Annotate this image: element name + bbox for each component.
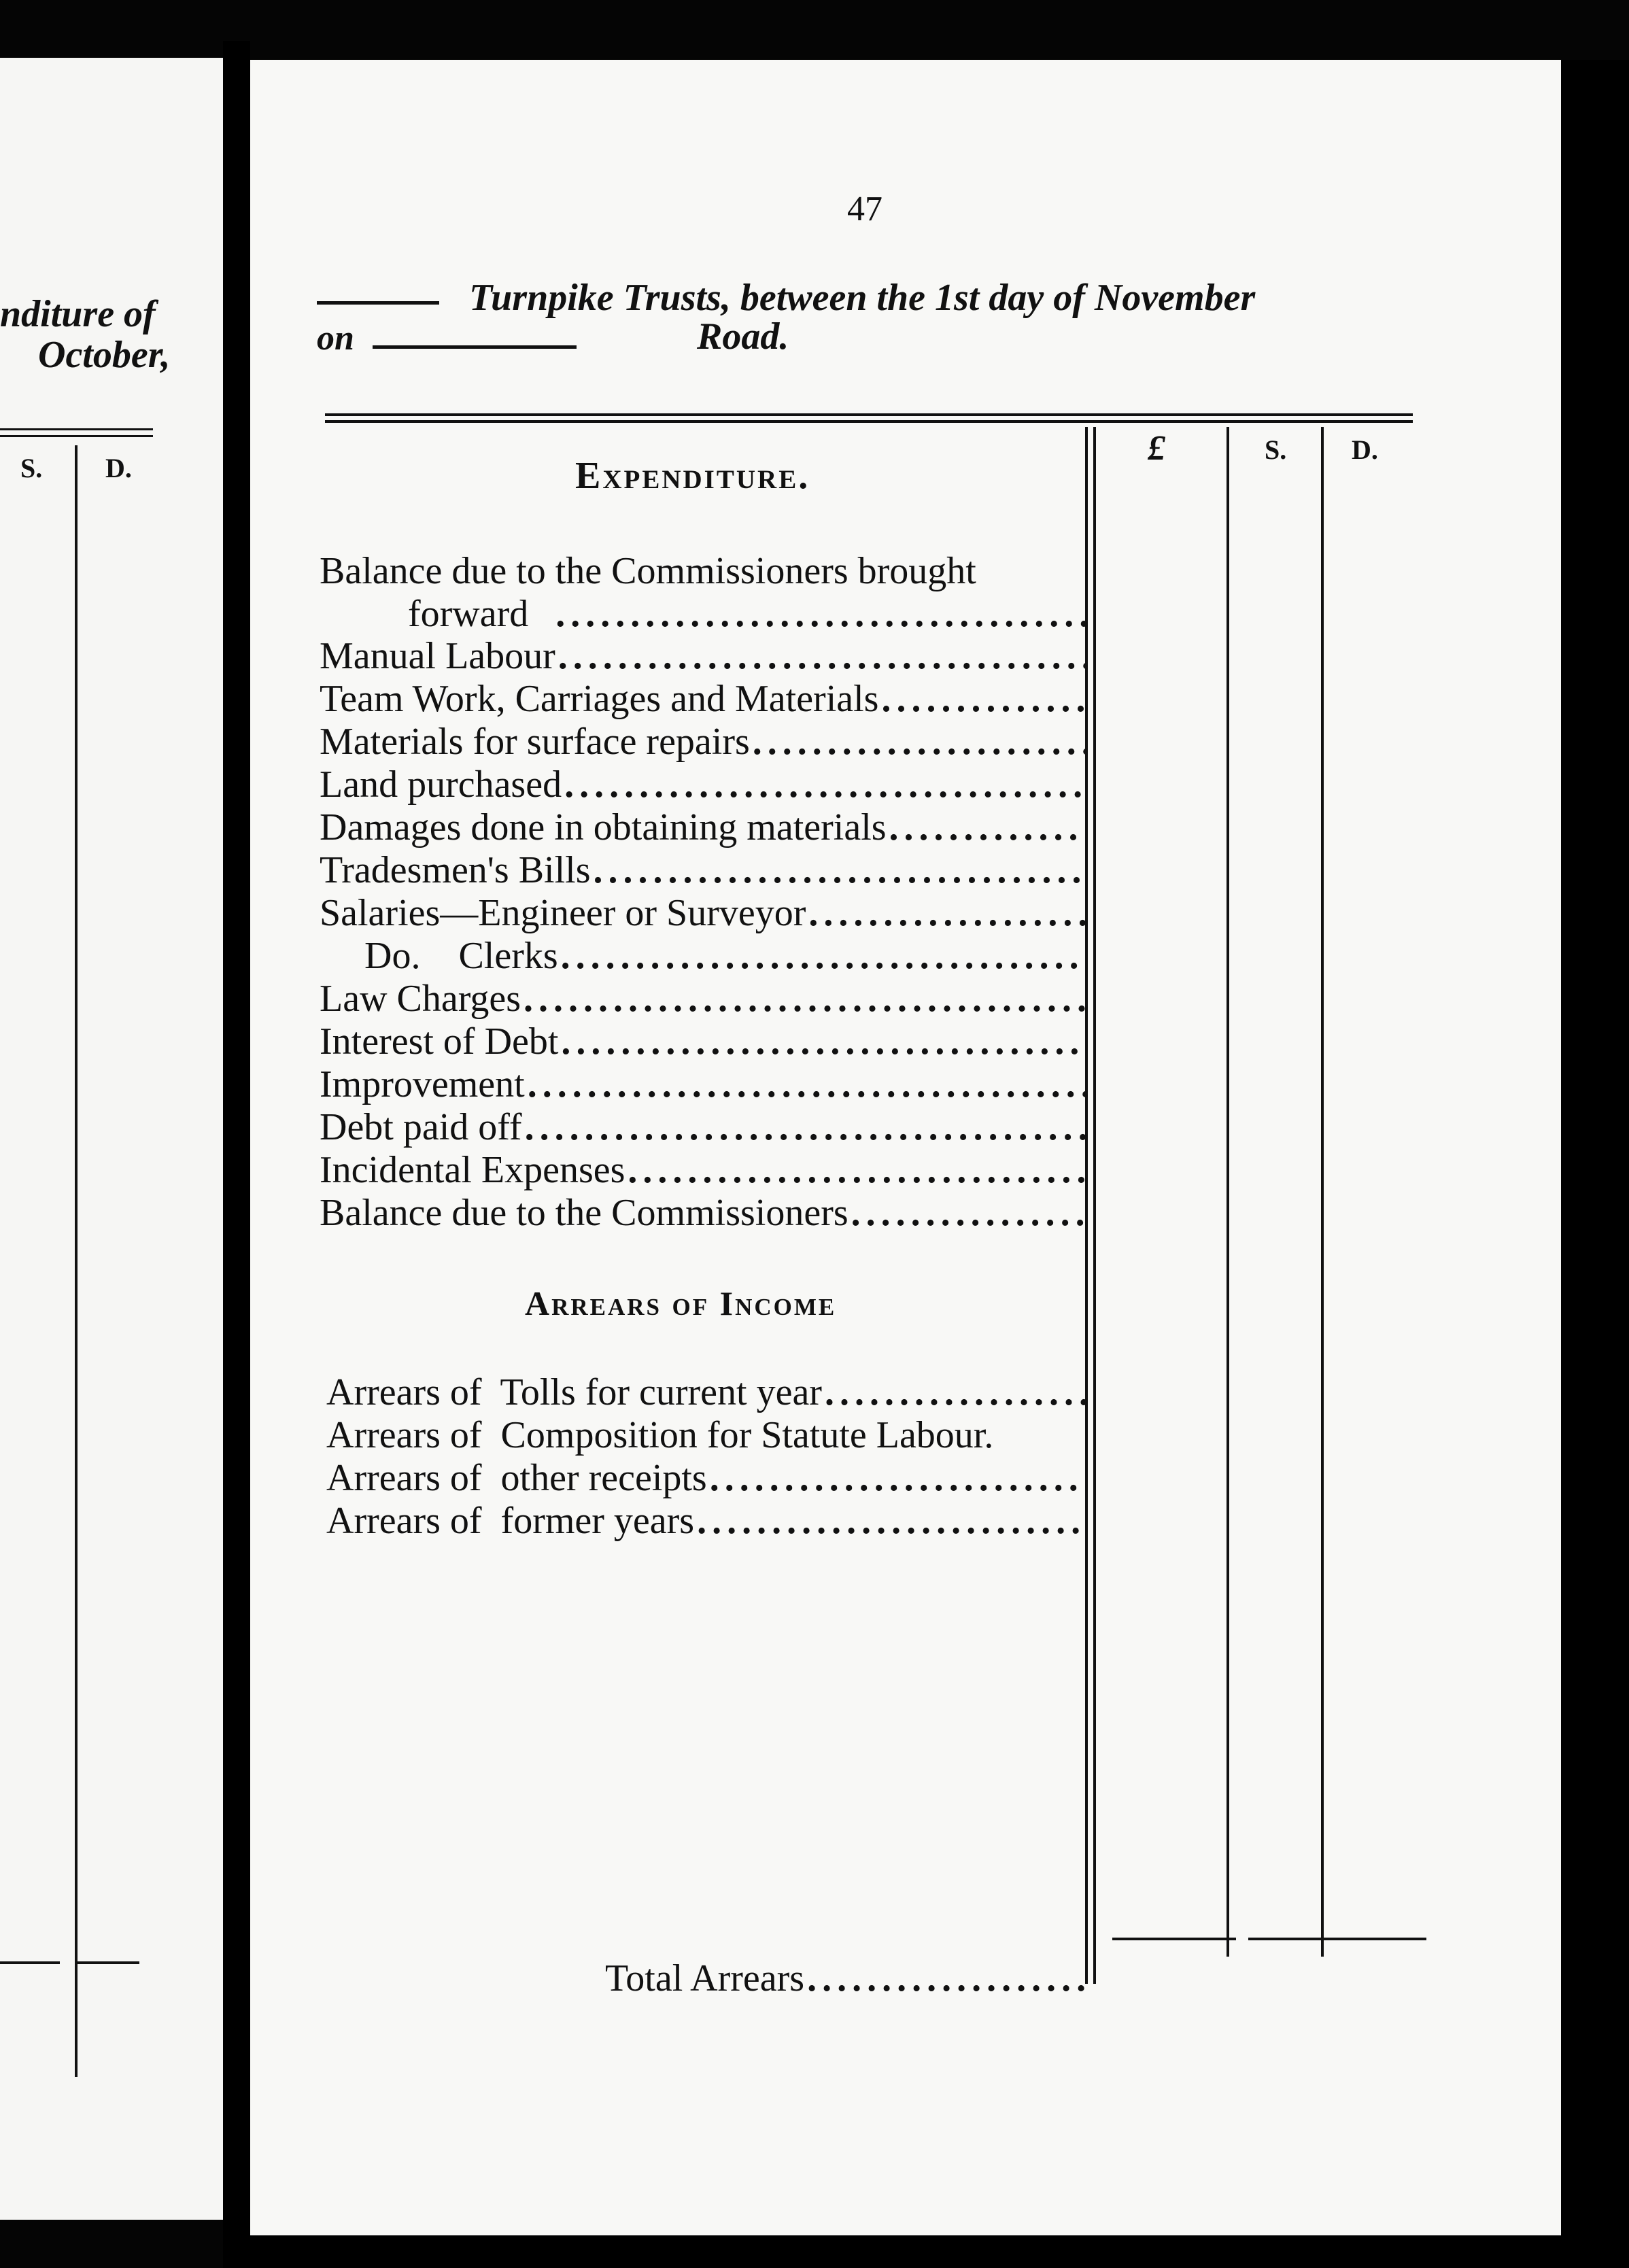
col-pounds: £: [1148, 429, 1165, 468]
left-heading-line2: October,: [38, 334, 171, 376]
leader-dots: [558, 634, 1088, 678]
leader-dots: [825, 1371, 1088, 1414]
expenditure-label: Law Charges: [320, 978, 521, 1020]
heading-road: Road.: [697, 315, 789, 358]
leader-dots: [808, 891, 1088, 935]
col-pence: D.: [1352, 434, 1378, 465]
left-heading-line1: nditure of: [0, 293, 156, 335]
page-number: 47: [847, 190, 882, 228]
arrears-row: [326, 1456, 1088, 1500]
expenditure-row: [364, 934, 1088, 978]
arrears-row: [326, 1413, 1088, 1457]
expenditure-row: [320, 891, 1088, 935]
pounds-shillings-divider: [1227, 427, 1229, 1957]
expenditure-label: Manual Labour: [320, 635, 555, 677]
leader-dots: [561, 934, 1088, 978]
total-rule-pounds: [1112, 1938, 1236, 1940]
expenditure-row: [320, 720, 1088, 763]
leader-dots: [807, 1957, 1088, 2000]
leader-dots: [524, 977, 1088, 1020]
expenditure-row: [320, 1020, 1088, 1063]
expenditure-label: Incidental Expenses: [320, 1149, 625, 1191]
leader-dots: [564, 763, 1088, 806]
heading-line1: Turnpike Trusts, between the 1st day of November: [469, 277, 1256, 319]
shillings-pence-divider: [1321, 427, 1324, 1957]
page-right-edge: [1561, 60, 1629, 2268]
table-top-rule: [325, 413, 1413, 416]
expenditure-row: [320, 1105, 1088, 1149]
expenditure-row: [320, 1063, 1088, 1106]
heading-road-blank-rule: [373, 345, 577, 349]
leader-dots: [697, 1499, 1088, 1543]
arrears-label: Arrears of Composition for Statute Labour.: [326, 1414, 994, 1456]
left-col-s: S.: [20, 453, 43, 483]
expenditure-label: Tradesmen's Bills: [320, 849, 591, 891]
leader-dots: [525, 1105, 1088, 1149]
heading-blank-rule: [317, 301, 439, 305]
expenditure-row: [320, 1191, 1088, 1235]
expenditure-row: [320, 763, 1088, 806]
expenditure-label: Land purchased: [320, 763, 562, 806]
page-bottom-edge: [250, 2235, 1561, 2268]
arrears-label: Arrears of former years: [326, 1500, 695, 1542]
expenditure-label: Balance due to the Commissioners: [320, 1192, 848, 1234]
ledger-page: [250, 60, 1561, 2235]
expenditure-row: [320, 848, 1088, 892]
leader-dots: [710, 1456, 1088, 1500]
expenditure-title: Expenditure.: [575, 455, 810, 497]
arrears-row: [326, 1371, 1088, 1414]
expenditure-label: Team Work, Carriages and Materials: [320, 678, 879, 720]
expenditure-label: Do. Clerks: [364, 935, 558, 977]
label-column-divider-b: [1093, 427, 1096, 1984]
left-total-rule-a: [0, 1961, 60, 1964]
leader-dots: [594, 848, 1088, 892]
left-column-divider: [75, 445, 78, 2077]
left-total-rule-b: [75, 1961, 139, 1964]
expenditure-label: Balance due to the Commissioners brought: [320, 550, 976, 592]
expenditure-row: [320, 549, 1088, 593]
leader-dots: [889, 806, 1088, 849]
arrears-label: Arrears of Tolls for current year: [326, 1371, 822, 1413]
total-rule-shillings-pence: [1248, 1938, 1426, 1940]
leader-dots: [528, 1063, 1088, 1106]
heading-on: on: [317, 319, 354, 358]
binding-spine: [223, 41, 250, 2268]
expenditure-label: Interest of Debt: [320, 1020, 559, 1063]
expenditure-label: forward: [408, 593, 529, 635]
left-col-d: D.: [105, 453, 132, 483]
expenditure-row: [320, 977, 1088, 1020]
table-top-rule-2: [325, 420, 1413, 423]
leader-dots: [881, 677, 1088, 721]
arrears-row: [326, 1499, 1088, 1543]
expenditure-row: [320, 677, 1088, 721]
total-row: [605, 1957, 1088, 2000]
left-header-rule: [0, 428, 153, 430]
expenditure-label: Materials for surface repairs: [320, 721, 750, 763]
expenditure-row: [408, 592, 1088, 636]
expenditure-label: Debt paid off: [320, 1106, 522, 1148]
expenditure-row: [320, 634, 1088, 678]
total-label: Total Arrears: [605, 1957, 805, 1999]
expenditure-row: [320, 1148, 1088, 1192]
previous-page-fragment: [0, 58, 223, 2220]
leader-dots: [851, 1191, 1088, 1235]
left-header-rule-2: [0, 435, 153, 437]
leader-dots: [753, 720, 1088, 763]
expenditure-label: Damages done in obtaining materials: [320, 806, 887, 848]
leader-dots: [628, 1148, 1088, 1192]
col-shillings: S.: [1265, 434, 1287, 465]
leader-dots: [561, 1020, 1088, 1063]
expenditure-label: Improvement: [320, 1063, 525, 1105]
leader-dots: [555, 592, 1088, 636]
arrears-label: Arrears of other receipts: [326, 1457, 707, 1499]
expenditure-label: Salaries—Engineer or Surveyor: [320, 892, 806, 934]
expenditure-row: [320, 806, 1088, 849]
arrears-title: Arrears of Income: [525, 1284, 837, 1322]
